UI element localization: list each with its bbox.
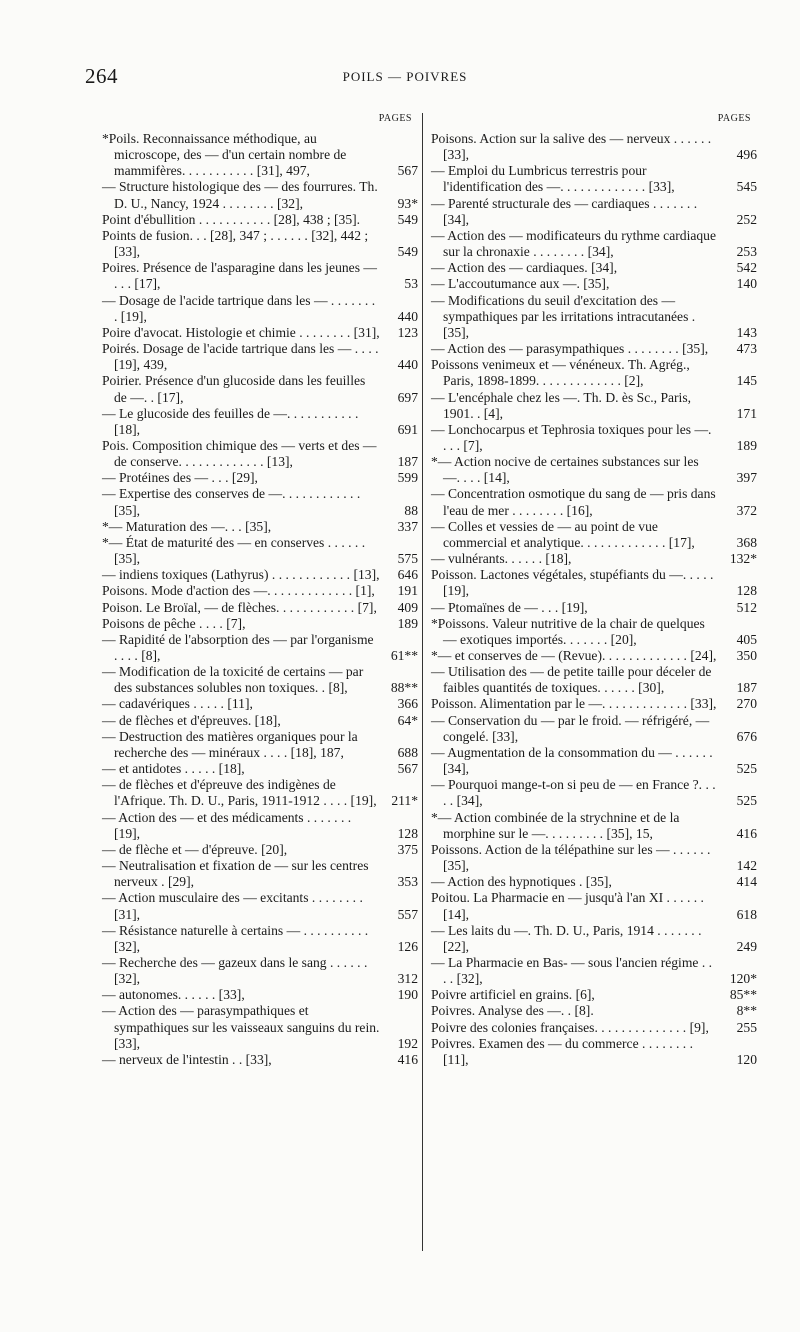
- entry-text: Poire d'avocat. Histologie et chimie . . . . . . . . [31],: [102, 324, 380, 340]
- entry-text: — indiens toxiques (Lathyrus) . . . . . . . . . . . . [13],: [102, 567, 380, 583]
- entry-text: Poisson. Lactones végétales, stupéfiants du —. . . . . [19],: [431, 567, 714, 599]
- index-entry: [431, 987, 761, 1003]
- entry-page: 557: [397, 906, 418, 922]
- entry-text: Points de fusion. . . [28], 347 ; . . . . . . [32], 442 ; [33],: [102, 227, 369, 260]
- entry-page: 249: [736, 938, 757, 954]
- entry-page: 567: [397, 163, 418, 179]
- entry-text: — Parenté structurale des — cardiaques . . . . . . . [34],: [431, 195, 698, 227]
- index-entry: [431, 486, 761, 518]
- index-entry: [431, 1020, 761, 1036]
- entry-text: — Emploi du Lumbricus terrestris pour l'identification des —. . . . . . . . . . . . . [33],: [431, 163, 675, 195]
- index-entry: [102, 632, 422, 664]
- entry-text: — Rapidité de l'absorption des — par l'organisme . . . . [8],: [102, 631, 374, 663]
- index-list-left: [102, 131, 422, 1068]
- index-entry: [431, 923, 761, 955]
- index-entry: [102, 470, 422, 486]
- index-entry: [431, 842, 761, 874]
- entry-page: 350: [736, 648, 757, 663]
- entry-page: 145: [736, 373, 757, 389]
- entry-text: *— Maturation des —. . . [35],: [102, 518, 272, 534]
- entry-text: — Action des hypnotiques . [35],: [431, 874, 612, 890]
- index-entry: [102, 567, 422, 583]
- entry-page: 53: [404, 276, 418, 292]
- entry-page: 312: [397, 971, 418, 987]
- entry-text: *— Action nocive de certaines substances sur les —. . . . [14],: [431, 454, 699, 486]
- entry-text: — L'encéphale chez les —. Th. D. ès Sc., Paris, 1901. . [4],: [431, 389, 692, 421]
- index-entry: [102, 729, 422, 761]
- right-column: [422, 113, 761, 1251]
- index-entry: [102, 1003, 422, 1051]
- entry-page: 190: [397, 987, 418, 1003]
- entry-text: — Action des — modificateurs du rythme cardiaque sur la chronaxie . . . . . . . . [34],: [431, 227, 717, 260]
- index-entry: [102, 616, 422, 632]
- entry-text: — Dosage de l'acide tartrique dans les — . . . . . . . . [19],: [102, 292, 376, 324]
- entry-text: — Conservation du — par le froid. — réfrigéré, — congelé. [33],: [431, 712, 710, 744]
- entry-text: Poivres. Analyse des —. . [8].: [431, 1003, 594, 1019]
- entry-page: 368: [736, 534, 757, 550]
- entry-text: Poisson. Alimentation par le —. . . . . . . . . . . . . [33],: [431, 696, 717, 712]
- entry-page: 132*: [729, 551, 757, 567]
- entry-page: 353: [397, 874, 418, 890]
- entry-text: Poisons. Action sur la salive des — nerveux . . . . . . [33],: [431, 131, 712, 163]
- entry-page: 416: [736, 825, 757, 841]
- index-entry: [431, 600, 761, 616]
- entry-text: — La Pharmacie en Bas- — sous l'ancien régime . . . . [32],: [431, 954, 713, 987]
- entry-text: *— et conserves de — (Revue). . . . . . . . . . . . . [24],: [431, 648, 717, 663]
- entry-page: 255: [736, 1019, 757, 1035]
- index-entry: [102, 761, 422, 777]
- entry-page: 688: [397, 744, 418, 760]
- index-list-right: [431, 131, 761, 1068]
- index-entry: [102, 406, 422, 438]
- index-entry: [102, 293, 422, 325]
- entry-text: *— État de maturité des — en conserves . . . . . . [35],: [102, 534, 366, 567]
- entry-page: 549: [397, 211, 418, 227]
- index-entry: [431, 357, 761, 389]
- index-entry: [431, 228, 761, 260]
- entry-page: 252: [736, 211, 757, 227]
- entry-page: 189: [397, 615, 418, 631]
- index-entry: [102, 890, 422, 922]
- entry-page: 140: [736, 276, 757, 292]
- entry-text: Poisons de pêche . . . . [7],: [102, 615, 246, 631]
- entry-page: 676: [736, 728, 757, 744]
- index-entry: [431, 390, 761, 422]
- entry-page: 337: [397, 518, 418, 534]
- index-entry: [102, 987, 422, 1003]
- index-entry: [102, 535, 422, 567]
- entry-page: 143: [736, 324, 757, 340]
- entry-page: 440: [397, 308, 418, 324]
- index-entry: [431, 955, 761, 987]
- entry-page: 397: [736, 470, 757, 486]
- index-entry: [102, 373, 422, 405]
- entry-page: 88: [404, 502, 418, 518]
- entry-text: Poissons. Action de la télépathine sur les — . . . . . . [35],: [431, 841, 711, 874]
- index-entry: [102, 696, 422, 712]
- entry-page: 64*: [397, 712, 418, 728]
- entry-page: 93*: [397, 195, 418, 211]
- entry-page: 123: [397, 324, 418, 340]
- entry-page: 126: [397, 938, 418, 954]
- index-entry: [431, 1036, 761, 1068]
- index-entry: [431, 454, 761, 486]
- index-entry: [431, 664, 761, 696]
- index-entry: [431, 696, 761, 712]
- entry-text: — Modification de la toxicité de certains — par des substances solubles non toxiques. . [8],: [102, 664, 364, 696]
- index-entry: [102, 486, 422, 518]
- entry-text: — Concentration osmotique du sang de — pris dans l'eau de mer . . . . . . . . [16],: [431, 486, 716, 518]
- entry-page: 567: [397, 761, 418, 777]
- page-header: [85, 64, 725, 90]
- index-entry: [431, 1003, 761, 1019]
- entry-text: — Action des — et des médicaments . . . . . . . [19],: [102, 809, 352, 841]
- entry-page: 187: [736, 680, 757, 696]
- index-entry: [431, 422, 761, 454]
- index-entry: [102, 810, 422, 842]
- index-entry: [431, 777, 761, 809]
- entry-text: Poirés. Dosage de l'acide tartrique dans les — . . . . [19], 439,: [102, 341, 379, 373]
- entry-page: 128: [736, 583, 757, 599]
- entry-text: — Augmentation de la consommation du — . . . . . . [34],: [431, 744, 713, 777]
- entry-text: — et antidotes . . . . . [18],: [102, 761, 245, 777]
- entry-text: Poivre artificiel en grains. [6],: [431, 987, 595, 1003]
- index-entry: [102, 438, 422, 470]
- entry-text: — L'accoutumance aux —. [35],: [431, 276, 610, 292]
- index-entry: [102, 583, 422, 599]
- entry-page: 646: [397, 567, 418, 583]
- entry-page: 409: [397, 599, 418, 615]
- entry-text: — Action musculaire des — excitants . . . . . . . . [31],: [102, 890, 363, 922]
- entry-text: Poirier. Présence d'un glucoside dans les feuilles de —. . [17],: [102, 373, 366, 405]
- index-entry: [102, 842, 422, 858]
- entry-text: — autonomes. . . . . . [33],: [102, 987, 245, 1003]
- entry-page: 88**: [390, 680, 418, 696]
- entry-page: 61**: [390, 648, 418, 663]
- index-entry: [102, 600, 422, 616]
- entry-page: 171: [736, 405, 757, 421]
- entry-text: Poissons venimeux et — vénéneux. Th. Agrég., Paris, 1898-1899. . . . . . . . . . . . . [2],: [431, 357, 690, 389]
- index-entry: [102, 664, 422, 696]
- entry-text: *Poissons. Valeur nutritive de la chair de quelques — exotiques importés. . . . . . . [20],: [431, 615, 705, 647]
- index-entry: [102, 713, 422, 729]
- index-entry: [431, 567, 761, 599]
- entry-text: — Utilisation des — de petite taille pour déceler de faibles quantités de toxiques. . . . . . [30],: [431, 664, 712, 696]
- entry-text: Pois. Composition chimique des — verts et des — de conserve. . . . . . . . . . . . . [13],: [102, 437, 377, 470]
- entry-page: 416: [397, 1051, 418, 1067]
- entry-page: 525: [736, 761, 757, 777]
- index-entry: [102, 955, 422, 987]
- index-entry: [431, 810, 761, 842]
- entry-text: — Résistance naturelle à certains — . . . . . . . . . . [32],: [102, 922, 369, 954]
- entry-text: — Le glucoside des feuilles de —. . . . . . . . . . . [18],: [102, 405, 359, 437]
- entry-text: — Expertise des conserves de —. . . . . . . . . . . . [35],: [102, 486, 361, 518]
- entry-text: — Action des — parasympathiques et sympathiques sur les vaisseaux sanguins du rein. [33],: [102, 1003, 380, 1051]
- index-entry: [431, 648, 761, 664]
- entry-page: 496: [736, 147, 757, 163]
- entry-text: — nerveux de l'intestin . . [33],: [102, 1051, 272, 1067]
- index-entry: [102, 777, 422, 809]
- entry-page: 366: [397, 696, 418, 712]
- index-entry: [431, 196, 761, 228]
- index-entry: [431, 616, 761, 648]
- entry-text: — de flèches et d'épreuves. [18],: [102, 712, 281, 728]
- index-entry: [431, 260, 761, 276]
- index-entry: [431, 713, 761, 745]
- index-entry: [431, 874, 761, 890]
- running-head: POILS — POIVRES: [342, 69, 468, 84]
- entry-page: 8**: [736, 1003, 757, 1019]
- entry-text: Poison. Le Broïal, — de flèches. . . . . . . . . . . . [7],: [102, 599, 377, 615]
- entry-page: 372: [736, 502, 757, 518]
- entry-page: 85**: [729, 987, 757, 1003]
- entry-text: — Structure histologique des — des fourrures. Th. D. U., Nancy, 1924 . . . . . . . . [32],: [102, 179, 378, 211]
- entry-text: — Modifications du seuil d'excitation des — sympathiques par les irritations intracutanées . [35],: [431, 292, 696, 340]
- entry-page: 691: [397, 421, 418, 437]
- index-entry: [102, 179, 422, 211]
- entry-text: — Lonchocarpus et Tephrosia toxiques pour les —. . . . [7],: [431, 421, 712, 453]
- entry-page: 191: [397, 583, 418, 599]
- entry-text: Poivre des colonies françaises. . . . . . . . . . . . . . [9],: [431, 1019, 709, 1035]
- entry-text: — Destruction des matières organiques pour la recherche des — minéraux . . . . [18], 187,: [102, 728, 358, 760]
- entry-page: 187: [397, 454, 418, 470]
- index-entry: [102, 325, 422, 341]
- entry-text: — de flèche et — d'épreuve. [20],: [102, 841, 288, 857]
- entry-text: Poivres. Examen des — du commerce . . . . . . . . [11],: [431, 1035, 693, 1067]
- index-entry: [102, 131, 422, 179]
- entry-page: 375: [397, 841, 418, 857]
- entry-page: 120: [736, 1051, 757, 1067]
- entry-text: *Poils. Reconnaissance méthodique, au microscope, des — d'un certain nombre de mammifères. . . . . . . . . . . [31], 497,: [102, 131, 347, 179]
- entry-text: — Protéines des — . . . [29],: [102, 470, 258, 486]
- page-number: 264: [85, 64, 118, 88]
- entry-page: 142: [736, 858, 757, 874]
- index-entry: [431, 276, 761, 292]
- entry-page: 542: [736, 260, 757, 276]
- index-entry: [431, 551, 761, 567]
- entry-page: 575: [397, 551, 418, 567]
- entry-text: Point d'ébullition . . . . . . . . . . . [28], 438 ; [35].: [102, 211, 361, 227]
- entry-page: 192: [397, 1035, 418, 1051]
- entry-text: Poitou. La Pharmacie en — jusqu'à l'an XI . . . . . . [14],: [431, 890, 704, 922]
- index-entry: [431, 131, 761, 163]
- index-entry: [102, 260, 422, 292]
- entry-page: 440: [397, 357, 418, 373]
- entry-page: 414: [736, 874, 757, 890]
- index-entry: [102, 341, 422, 373]
- entry-text: — Action des — parasympathiques . . . . . . . . [35],: [431, 341, 709, 357]
- entry-page: 473: [736, 341, 757, 357]
- entry-page: 211*: [391, 793, 418, 809]
- entry-text: — Ptomaïnes de — . . . [19],: [431, 599, 588, 615]
- entry-text: *— Action combinée de la strychnine et de la morphine sur le —. . . . . . . . . [35], 15,: [431, 809, 680, 841]
- entry-text: — Action des — cardiaques. [34],: [431, 260, 618, 276]
- entry-page: 599: [397, 470, 418, 486]
- entry-page: 618: [736, 906, 757, 922]
- index-entry: [431, 163, 761, 195]
- index-entry: [431, 890, 761, 922]
- entry-page: 189: [736, 437, 757, 453]
- entry-page: 512: [736, 599, 757, 615]
- entry-text: — cadavériques . . . . . [11],: [102, 696, 253, 712]
- entry-text: — Les laits du —. Th. D. U., Paris, 1914 . . . . . . . [22],: [431, 922, 702, 954]
- entry-text: — Neutralisation et fixation de — sur les centres nerveux . [29],: [102, 858, 369, 890]
- entry-text: Poisons. Mode d'action des —. . . . . . . . . . . . . [1],: [102, 583, 375, 599]
- entry-page: 525: [736, 793, 757, 809]
- entry-page: 128: [397, 825, 418, 841]
- entry-text: — Colles et vessies de — au point de vue commercial et analytique. . . . . . . . . . . . . [17],: [431, 518, 695, 550]
- entry-page: 270: [736, 696, 757, 712]
- entry-page: 405: [736, 631, 757, 647]
- index-entry: [431, 341, 761, 357]
- entry-text: — de flèches et d'épreuve des indigènes de l'Afrique. Th. D. U., Paris, 1911-1912 . . . . [19],: [102, 777, 377, 809]
- entry-page: 697: [397, 389, 418, 405]
- index-entry: [102, 212, 422, 228]
- index-entry: [102, 858, 422, 890]
- pages-label: PAGES: [378, 113, 412, 124]
- index-entry: [431, 293, 761, 341]
- index-entry: [431, 745, 761, 777]
- pages-label: PAGES: [717, 113, 751, 124]
- entry-page: 549: [397, 244, 418, 260]
- entry-page: 120*: [729, 971, 757, 987]
- index-entry: [102, 228, 422, 260]
- index-entry: [102, 1052, 422, 1068]
- index-entry: [102, 923, 422, 955]
- entry-text: — vulnérants. . . . . . [18],: [431, 551, 572, 567]
- entry-text: — Pourquoi mange-t-on si peu de — en France ?. . . . . [34],: [431, 777, 716, 809]
- entry-page: 253: [736, 244, 757, 260]
- entry-text: Poires. Présence de l'asparagine dans les jeunes — . . . [17],: [102, 260, 377, 292]
- index-entry: [102, 519, 422, 535]
- entry-page: 545: [736, 179, 757, 195]
- entry-text: — Recherche des — gazeux dans le sang . . . . . . [32],: [102, 954, 368, 987]
- left-column: [102, 113, 422, 1068]
- index-entry: [431, 519, 761, 551]
